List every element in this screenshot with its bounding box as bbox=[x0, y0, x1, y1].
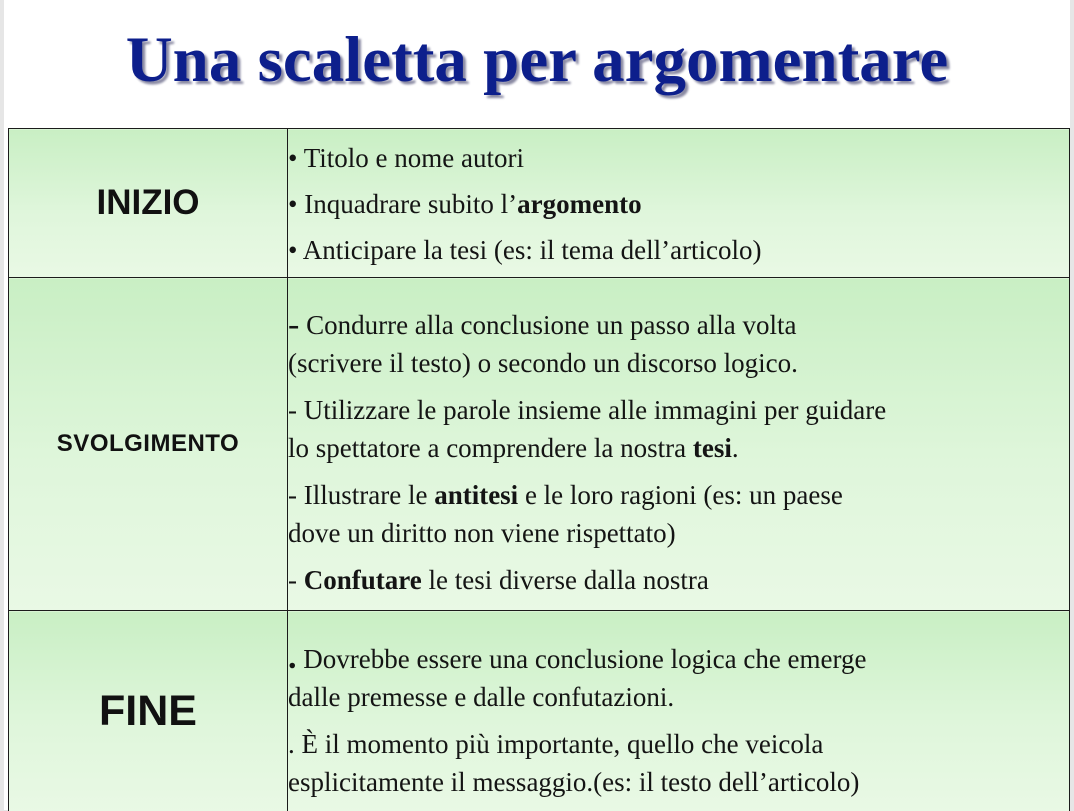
bullet-icon: • bbox=[288, 143, 297, 173]
bullet-icon: • bbox=[288, 189, 297, 219]
list-item: • Anticipare la tesi (es: il tema dell’articolo) bbox=[288, 231, 1069, 269]
row-svolgimento bbox=[9, 278, 1070, 611]
dash-icon: - bbox=[288, 306, 299, 343]
outline-table bbox=[8, 128, 1070, 811]
row-inizio bbox=[9, 129, 1070, 278]
label-inizio: INIZIO bbox=[9, 129, 288, 278]
label-fine: FINE bbox=[9, 611, 288, 811]
label-svolgimento: SVOLGIMENTO bbox=[9, 278, 288, 611]
row-fine bbox=[9, 611, 1070, 811]
list-item: - Utilizzare le parole insieme alle immagini per guidare lo spettatore a comprendere la nostra tesi. bbox=[288, 391, 1069, 467]
content-inizio bbox=[288, 129, 1070, 278]
list-item: - Condurre alla conclusione un passo alla volta (scrivere il testo) o secondo un discorso logico. bbox=[288, 306, 1069, 382]
bullet-icon: • bbox=[288, 235, 297, 265]
content-fine bbox=[288, 611, 1070, 811]
list-item: - Illustrare le antitesi e le loro ragioni (es: un paese dove un diritto non viene rispettato) bbox=[288, 476, 1069, 552]
list-item: . Dovrebbe essere una conclusione logica che emerge dalle premesse e dalle confutazioni. bbox=[288, 639, 1069, 716]
list-item: • Inquadrare subito l’argomento bbox=[288, 185, 1069, 223]
list-item: . È il momento più importante, quello che veicola esplicitamente il messaggio.(es: il testo dell’articolo) bbox=[288, 725, 1069, 801]
content-svolgimento bbox=[288, 278, 1070, 611]
slide bbox=[4, 0, 1070, 810]
dot-icon: . bbox=[288, 639, 297, 676]
slide-title: Una scaletta per argomentare bbox=[4, 22, 1070, 98]
list-item: - Confutare le tesi diverse dalla nostra bbox=[288, 561, 1069, 599]
list-item: • Titolo e nome autori bbox=[288, 139, 1069, 177]
